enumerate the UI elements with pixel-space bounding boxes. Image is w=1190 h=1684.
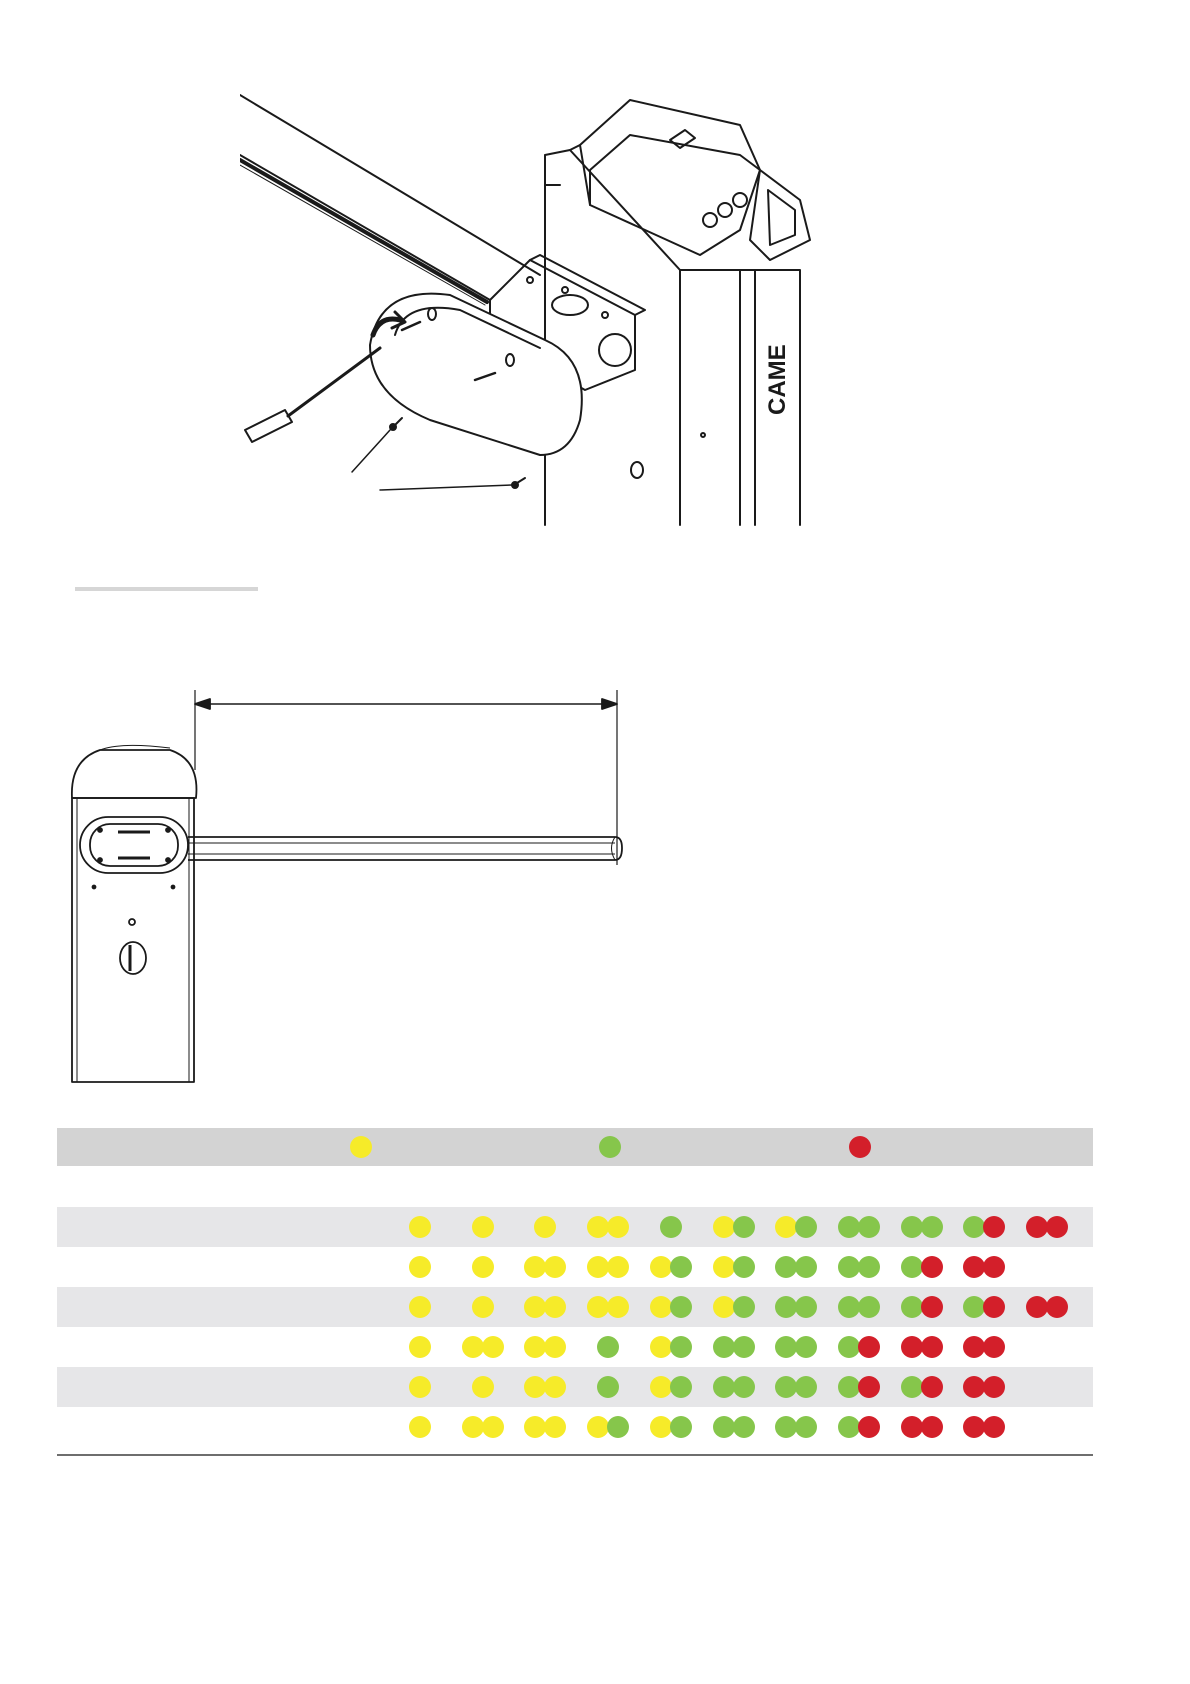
spring-dot-red — [1046, 1216, 1068, 1238]
spring-dot-green — [858, 1256, 880, 1278]
spring-dot-green — [858, 1296, 880, 1318]
spring-dot-red — [983, 1376, 1005, 1398]
legend-red-dot — [849, 1136, 871, 1158]
beam-groove — [240, 165, 485, 305]
cabinet-lock — [120, 942, 146, 974]
cabinet-front — [545, 150, 680, 525]
spring-dot-yellow — [607, 1296, 629, 1318]
spring-dot-yellow — [409, 1416, 431, 1438]
spring-dot-green — [670, 1416, 692, 1438]
spring-dot-green — [838, 1416, 860, 1438]
spring-dot-red — [983, 1216, 1005, 1238]
spring-dot-green — [733, 1416, 755, 1438]
beam-groove-dark — [240, 160, 487, 302]
spring-dot-yellow — [409, 1216, 431, 1238]
spring-dot-red — [921, 1416, 943, 1438]
spring-dot-yellow — [472, 1376, 494, 1398]
spring-dot-green — [775, 1256, 797, 1278]
spring-dot-yellow — [650, 1416, 672, 1438]
table-row — [57, 1247, 1093, 1287]
spring-dot-green — [921, 1216, 943, 1238]
cabinet-hole — [129, 919, 135, 925]
spring-dot-red — [983, 1416, 1005, 1438]
spring-dot-green — [838, 1376, 860, 1398]
spring-dot-red — [983, 1256, 1005, 1278]
table-header — [57, 1128, 1093, 1166]
housing-bolt — [527, 277, 533, 283]
spring-dot-green — [713, 1416, 735, 1438]
cabinet-cap — [72, 750, 197, 798]
loose-screw-thread — [517, 478, 525, 483]
spring-dot-yellow — [462, 1416, 484, 1438]
brand-logo: CAME — [764, 344, 791, 415]
spring-dot-yellow — [472, 1256, 494, 1278]
spring-dot-yellow — [650, 1296, 672, 1318]
spring-dot-green — [795, 1336, 817, 1358]
boom — [188, 837, 622, 860]
screwdriver-shaft — [288, 348, 380, 416]
spring-dot-yellow — [544, 1296, 566, 1318]
spring-dot-green — [597, 1336, 619, 1358]
loose-screw-thread — [395, 418, 402, 425]
spring-dot-green — [901, 1376, 923, 1398]
spring-dot-yellow — [650, 1336, 672, 1358]
cabinet-hole-small — [701, 433, 705, 437]
spring-dot-green — [838, 1336, 860, 1358]
spring-dot-green — [733, 1376, 755, 1398]
spring-dot-green — [775, 1336, 797, 1358]
spring-dot-red — [858, 1376, 880, 1398]
spring-dot-yellow — [607, 1216, 629, 1238]
spring-dot-red — [901, 1416, 923, 1438]
spring-dot-yellow — [524, 1256, 546, 1278]
cabinet-handle — [750, 170, 810, 260]
spring-dot-yellow — [534, 1216, 556, 1238]
spring-dot-red — [921, 1256, 943, 1278]
spring-dot-green — [901, 1216, 923, 1238]
spring-dot-yellow — [775, 1216, 797, 1238]
beam-housing — [80, 817, 188, 873]
spring-dot-yellow — [482, 1416, 504, 1438]
table-bottom-rule — [57, 1454, 1093, 1456]
spring-dot-green — [795, 1376, 817, 1398]
spring-dot-green — [670, 1256, 692, 1278]
housing-round-port — [599, 334, 631, 366]
spring-dot-yellow — [587, 1416, 609, 1438]
spring-dot-yellow — [587, 1296, 609, 1318]
spring-dot-red — [1026, 1296, 1048, 1318]
spring-dot-green — [733, 1336, 755, 1358]
spring-dot-yellow — [544, 1416, 566, 1438]
spring-dot-green — [713, 1376, 735, 1398]
spring-dot-yellow — [524, 1336, 546, 1358]
spring-dot-green — [775, 1376, 797, 1398]
spring-dot-red — [921, 1296, 943, 1318]
spring-dot-yellow — [524, 1376, 546, 1398]
spring-dot-yellow — [409, 1376, 431, 1398]
spring-dot-green — [858, 1216, 880, 1238]
spring-dot-green — [775, 1416, 797, 1438]
spring-dot-green — [838, 1216, 860, 1238]
spring-dot-yellow — [524, 1296, 546, 1318]
table-row — [57, 1407, 1093, 1447]
housing-bolt — [98, 858, 102, 862]
spring-dot-yellow — [713, 1296, 735, 1318]
spring-dot-yellow — [650, 1256, 672, 1278]
spring-dot-yellow — [544, 1376, 566, 1398]
cabinet-rivet — [93, 886, 96, 889]
spring-dot-green — [733, 1296, 755, 1318]
spring-dot-yellow — [409, 1296, 431, 1318]
leader-line — [380, 485, 512, 490]
legend-green-dot — [599, 1136, 621, 1158]
spring-dot-green — [733, 1216, 755, 1238]
table-row — [57, 1287, 1093, 1327]
spring-dot-green — [838, 1256, 860, 1278]
cabinet-hole — [631, 462, 643, 478]
spring-dot-green — [963, 1216, 985, 1238]
spring-dot-green — [963, 1296, 985, 1318]
spring-dot-green — [607, 1416, 629, 1438]
barrier-cover-screwdriver-icon — [240, 90, 840, 530]
housing-bolt — [166, 858, 170, 862]
spring-dot-red — [963, 1256, 985, 1278]
spring-dot-red — [858, 1336, 880, 1358]
beam-lower-edge — [240, 155, 490, 300]
housing-bolt — [98, 828, 102, 832]
housing-bolt — [562, 287, 568, 293]
spring-dot-green — [597, 1376, 619, 1398]
spring-dot-yellow — [482, 1336, 504, 1358]
spring-dot-green — [795, 1296, 817, 1318]
cable-gland — [703, 213, 717, 227]
spring-dot-green — [775, 1296, 797, 1318]
spring-dot-green — [660, 1216, 682, 1238]
spring-dot-red — [1046, 1296, 1068, 1318]
spring-dot-yellow — [607, 1256, 629, 1278]
barrier-boom-length-icon — [60, 690, 640, 1090]
spring-dot-red — [1026, 1216, 1048, 1238]
spring-dot-yellow — [587, 1256, 609, 1278]
table-row — [57, 1207, 1093, 1247]
spring-dot-yellow — [713, 1256, 735, 1278]
spring-dot-green — [713, 1336, 735, 1358]
spring-dot-green — [795, 1256, 817, 1278]
spring-dot-red — [921, 1376, 943, 1398]
spring-dot-yellow — [544, 1336, 566, 1358]
spring-dot-yellow — [472, 1296, 494, 1318]
spring-dot-red — [963, 1416, 985, 1438]
legend-yellow-dot — [350, 1136, 372, 1158]
spring-dot-yellow — [544, 1256, 566, 1278]
spring-dot-green — [670, 1376, 692, 1398]
leader-line — [352, 430, 390, 472]
spring-dot-yellow — [409, 1336, 431, 1358]
cable-gland — [718, 203, 732, 217]
spring-dot-red — [921, 1336, 943, 1358]
spring-dot-red — [963, 1336, 985, 1358]
spring-dot-red — [963, 1376, 985, 1398]
spring-dot-red — [983, 1296, 1005, 1318]
cabinet-rivet — [172, 886, 175, 889]
spring-dot-green — [670, 1296, 692, 1318]
cable-gland — [733, 193, 747, 207]
spring-dot-green — [733, 1256, 755, 1278]
spring-dot-red — [858, 1416, 880, 1438]
section-divider — [75, 587, 258, 591]
spring-dot-yellow — [472, 1216, 494, 1238]
boom-profile — [188, 843, 615, 854]
spring-dot-yellow — [462, 1336, 484, 1358]
table-row — [57, 1327, 1093, 1367]
spring-dot-green — [795, 1216, 817, 1238]
housing-bolt-plate — [552, 295, 588, 315]
spring-dot-red — [901, 1336, 923, 1358]
control-box — [580, 100, 760, 255]
spring-dot-green — [838, 1296, 860, 1318]
dimension-extension-line — [195, 690, 617, 865]
spring-dot-green — [901, 1296, 923, 1318]
spring-dot-green — [901, 1256, 923, 1278]
housing-bolt — [166, 828, 170, 832]
spring-dot-red — [983, 1336, 1005, 1358]
spring-dot-green — [795, 1416, 817, 1438]
spring-dot-yellow — [650, 1376, 672, 1398]
spring-dot-yellow — [713, 1216, 735, 1238]
table-row — [57, 1367, 1093, 1407]
spring-dot-green — [670, 1336, 692, 1358]
spring-dot-yellow — [409, 1256, 431, 1278]
cabinet-handle-inner — [768, 190, 795, 245]
screwdriver-handle-icon — [245, 410, 292, 442]
boom-end-cap — [612, 837, 616, 860]
spring-dot-yellow — [524, 1416, 546, 1438]
spring-dot-yellow — [587, 1216, 609, 1238]
housing-bolt — [602, 312, 608, 318]
